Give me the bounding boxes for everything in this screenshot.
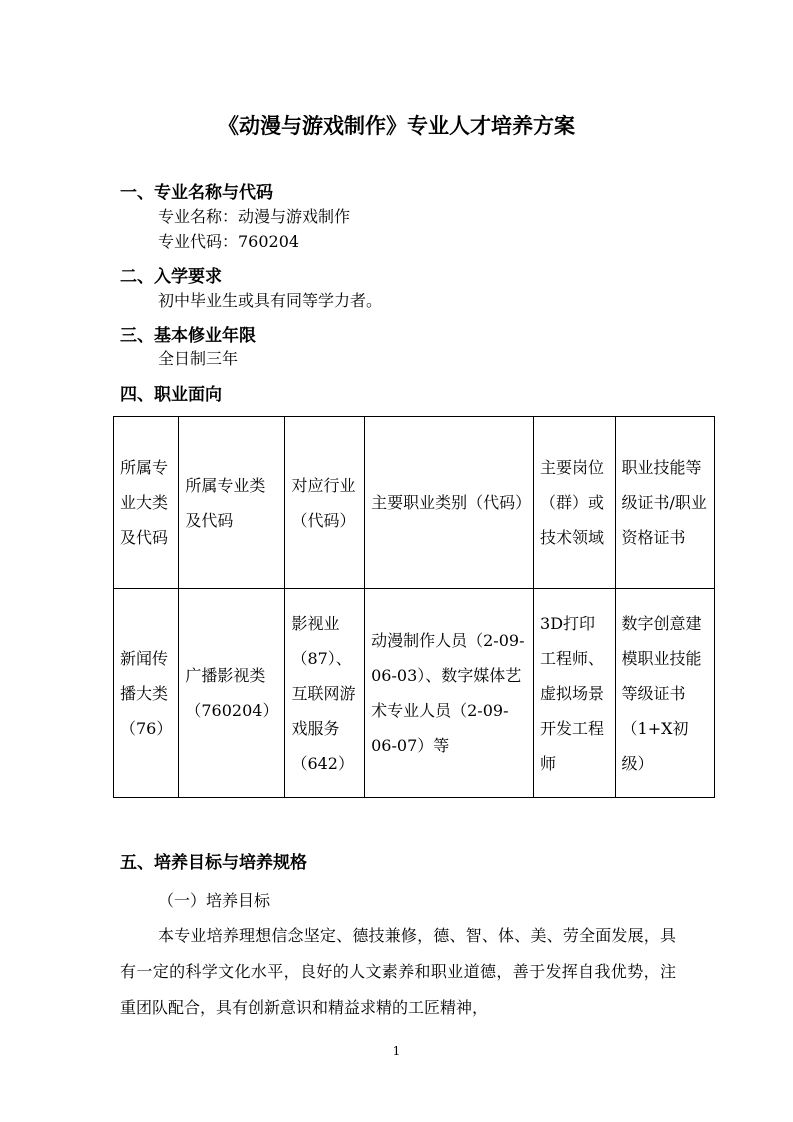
table-cell: 影视业（87）、互联网游戏服务（642） [285, 589, 365, 798]
section-heading-admission: 二、入学要求 [120, 267, 222, 287]
career-table [113, 416, 715, 798]
table-row [114, 589, 715, 798]
section-heading-goals: 五、培养目标与培养规格 [120, 853, 307, 873]
table-cell: 新闻传播大类（76） [114, 589, 179, 798]
page-title: 《动漫与游戏制作》专业人才培养方案 [218, 114, 575, 138]
table-header-row [114, 417, 715, 589]
table-header-cell: 对应行业（代码） [285, 417, 365, 589]
subsection-heading: （一）培养目标 [158, 891, 271, 910]
table-cell: 动漫制作人员（2-09-06-03）、数字媒体艺术专业人员（2-09-06-07）等 [365, 589, 534, 798]
table-header-cell: 所属专业大类及代码 [114, 417, 179, 589]
table-cell: 3D打印工程师、虚拟场景开发工程师 [534, 589, 616, 798]
major-name-line: 专业名称：动漫与游戏制作 [158, 207, 351, 226]
goals-paragraph: 本专业培养理想信念坚定、德技兼修，德、智、体、美、劳全面发展，具有一定的科学文化水平，良好的人文素养和职业道德，善于发挥自我优势，注重团队配合，具有创新意识和精益求精的工匠精神， [120, 926, 676, 1017]
admission-text: 初中毕业生或具有同等学力者。 [158, 291, 383, 310]
table-header-cell: 所属专业类及代码 [179, 417, 285, 589]
page-number: 1 [392, 1044, 401, 1058]
table-cell: 广播影视类（760204） [179, 589, 285, 798]
major-code-line: 专业代码：760204 [158, 232, 300, 251]
table-cell: 数字创意建模职业技能等级证书（1+X初级） [615, 589, 714, 798]
table-header-cell: 职业技能等级证书/职业资格证书 [615, 417, 714, 589]
section-heading-major: 一、专业名称与代码 [120, 183, 273, 203]
section-heading-duration: 三、基本修业年限 [120, 326, 256, 346]
section-heading-career: 四、职业面向 [120, 385, 222, 405]
table-header-cell: 主要岗位（群）或技术领域 [534, 417, 616, 589]
duration-text: 全日制三年 [158, 349, 239, 368]
table-header-cell: 主要职业类别（代码） [365, 417, 534, 589]
